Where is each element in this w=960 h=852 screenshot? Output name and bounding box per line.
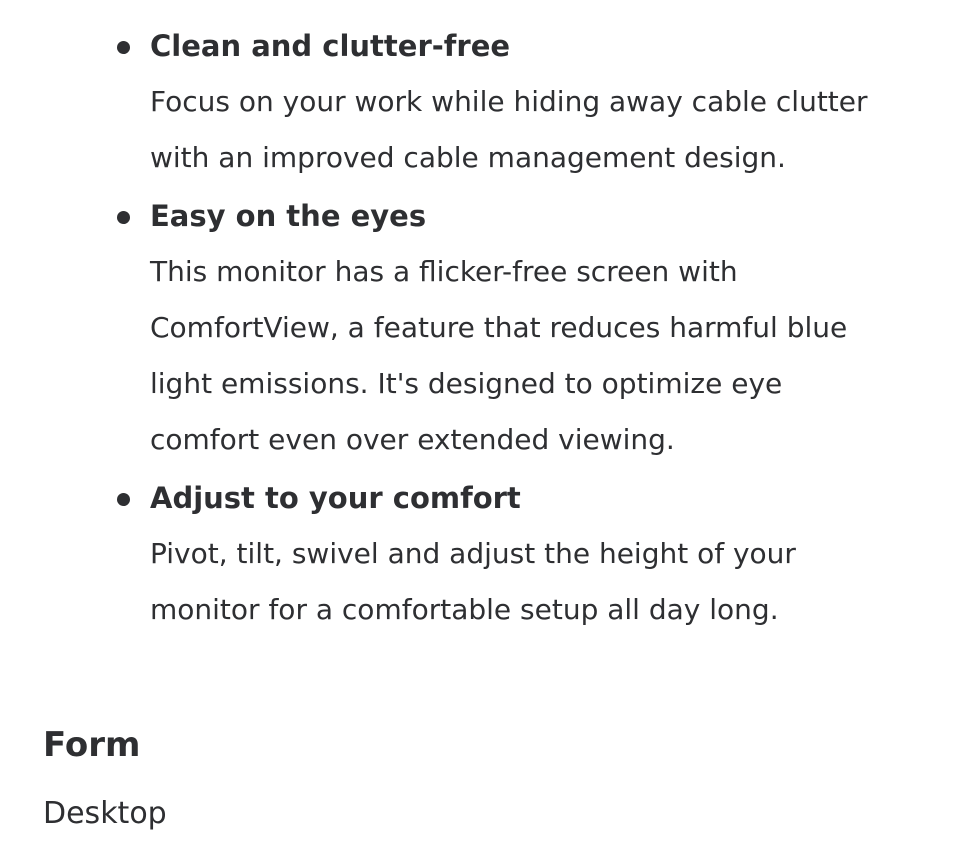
feature-description: This monitor has a flicker-free screen with ComfortView, a feature that reduces harmful blue light emissions. It's designed to optimize eye comfort even over extended viewing. xyxy=(150,255,848,456)
feature-title: Adjust to your comfort xyxy=(150,481,521,515)
feature-description: Pivot, tilt, swivel and adjust the height of your monitor for a comfortable setup all day long. xyxy=(150,537,796,626)
bullet-icon xyxy=(117,211,130,224)
spec-value: Desktop xyxy=(43,796,167,831)
feature-title: Easy on the eyes xyxy=(150,199,427,233)
spec-section xyxy=(43,718,923,842)
bullet-icon xyxy=(117,41,130,54)
feature-description: Focus on your work while hiding away cable clutter with an improved cable management design. xyxy=(150,85,868,174)
spec-label: Form xyxy=(43,725,141,765)
feature-item xyxy=(0,470,960,638)
feature-title: Clean and clutter-free xyxy=(150,29,511,63)
feature-list xyxy=(0,18,960,640)
feature-item xyxy=(0,188,960,468)
feature-item xyxy=(0,18,960,186)
bullet-icon xyxy=(117,493,130,506)
